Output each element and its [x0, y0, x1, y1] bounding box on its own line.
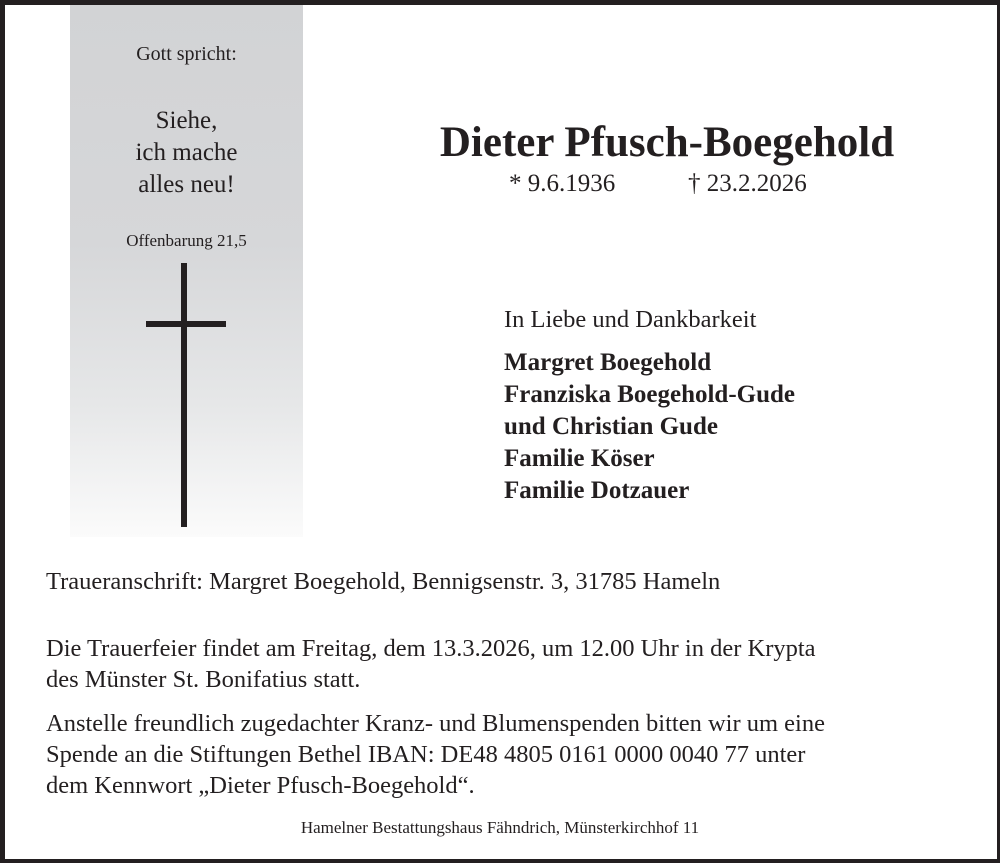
mourner-name: Familie Köser	[504, 445, 655, 472]
verse-line: ich mache	[135, 139, 238, 166]
verse-line: alles neu!	[138, 171, 235, 198]
scripture-verse	[70, 105, 303, 201]
donation-line: dem Kennwort „Dieter Pfusch-Boegehold“.	[46, 772, 475, 799]
mourners-list	[504, 347, 795, 507]
service-info	[46, 633, 816, 695]
donation-line: Spende an die Stiftungen Bethel IBAN: DE48 4805 0161 0000 0040 77 unter	[46, 741, 806, 768]
mourners-intro: In Liebe und Dankbarkeit	[504, 306, 757, 333]
mourner-name: Franziska Boegehold-Gude	[504, 381, 795, 408]
birth-date: * 9.6.1936	[509, 170, 616, 197]
service-line: Die Trauerfeier findet am Freitag, dem 13.3.2026, um 12.00 Uhr in der Krypta	[46, 635, 816, 662]
funeral-home-footer: Hamelner Bestattungshaus Fähndrich, Münsterkirchhof 11	[300, 818, 700, 837]
scripture-reference: Offenbarung 21,5	[126, 231, 247, 250]
scripture-intro: Gott spricht:	[136, 43, 237, 65]
mourner-name: und Christian Gude	[504, 413, 718, 440]
donation-line: Anstelle freundlich zugedachter Kranz- und Blumenspenden bitten wir um eine	[46, 710, 825, 737]
mourner-name: Familie Dotzauer	[504, 477, 690, 504]
mourner-name: Margret Boegehold	[504, 349, 712, 376]
deceased-name: Dieter Pfusch-Boegehold	[439, 119, 895, 166]
death-date: † 23.2.2026	[688, 170, 807, 197]
verse-line: Siehe,	[155, 107, 218, 134]
mourning-address: Traueranschrift: Margret Boegehold, Bennigsenstr. 3, 31785 Hameln	[46, 568, 721, 595]
cross-icon-bar	[146, 321, 226, 327]
cross-icon	[181, 263, 187, 527]
donation-info	[46, 708, 825, 801]
service-line: des Münster St. Bonifatius statt.	[46, 666, 361, 693]
